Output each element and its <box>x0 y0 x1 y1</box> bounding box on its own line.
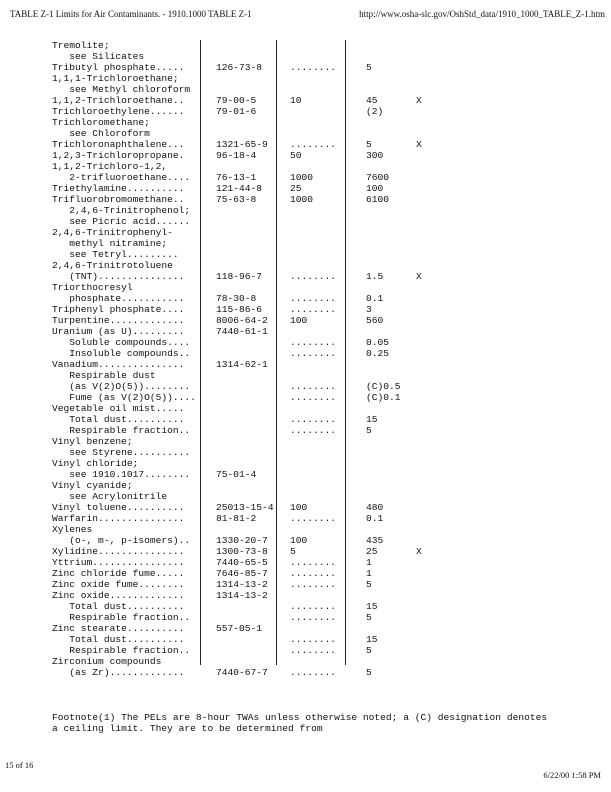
substance-cell: Zinc chloride fume..... <box>52 568 185 579</box>
mg-m3-cell: (C)0.5 <box>366 381 401 392</box>
substance-cell: Vinyl toluene.......... <box>52 502 185 513</box>
column-divider <box>345 40 346 665</box>
ppm-cell: ........ <box>290 667 337 678</box>
ppm-cell: ........ <box>290 645 337 656</box>
mg-m3-cell: 0.05 <box>366 337 390 348</box>
ppm-cell: ........ <box>290 425 337 436</box>
mg-m3-cell: 15 <box>366 601 378 612</box>
ppm-cell: ........ <box>290 348 337 359</box>
ppm-cell: ........ <box>290 601 337 612</box>
cas-number-cell: 76-13-1 <box>216 172 257 183</box>
cas-number-cell: 1314-62-1 <box>216 359 268 370</box>
substance-cell: methyl nitramine; <box>52 238 168 249</box>
cas-number-cell: 1314-13-2 <box>216 579 268 590</box>
substance-cell: Vinyl benzene; <box>52 436 133 447</box>
substance-cell: Turpentine............. <box>52 315 185 326</box>
ppm-cell: ........ <box>290 414 337 425</box>
substance-cell: Vinyl chloride; <box>52 458 139 469</box>
substance-cell: 1,1,1-Trichloroethane; <box>52 73 179 84</box>
cas-number-cell: 7440-61-1 <box>216 326 268 337</box>
ppm-cell: ........ <box>290 271 337 282</box>
print-datetime: 6/22/00 1:58 PM <box>543 770 601 780</box>
page-number: 15 of 16 <box>5 760 34 770</box>
ppm-cell: ........ <box>290 557 337 568</box>
substance-cell: 2,4,6-Trinitrophenol; <box>52 205 191 216</box>
substance-cell: phosphate........... <box>52 293 185 304</box>
substance-cell: Respirable fraction.. <box>52 425 191 436</box>
ppm-cell: 1000 <box>290 194 314 205</box>
substance-cell: see Silicates <box>52 51 145 62</box>
substance-cell: Respirable fraction.. <box>52 612 191 623</box>
ppm-cell: 1000 <box>290 172 314 183</box>
mg-m3-cell: 7600 <box>366 172 390 183</box>
substance-cell: Triethylamine.......... <box>52 183 185 194</box>
mg-m3-cell: 100 <box>366 183 384 194</box>
ppm-cell: 100 <box>290 502 308 513</box>
ppm-cell: ........ <box>290 337 337 348</box>
mg-m3-cell: 560 <box>366 315 384 326</box>
mg-m3-cell: 0.25 <box>366 348 390 359</box>
ppm-cell: ........ <box>290 513 337 524</box>
mg-m3-cell: 5 <box>366 62 372 73</box>
cas-number-cell: 115-86-6 <box>216 304 263 315</box>
substance-cell: Vegetable oil mist..... <box>52 403 185 414</box>
substance-cell: Total dust.......... <box>52 414 185 425</box>
mg-m3-cell: 300 <box>366 150 384 161</box>
mg-m3-cell: 5 <box>366 579 372 590</box>
mg-m3-cell: 1 <box>366 568 372 579</box>
mg-m3-cell: 0.1 <box>366 513 384 524</box>
substance-cell: Xylidine............... <box>52 546 185 557</box>
ppm-cell: ........ <box>290 381 337 392</box>
substance-cell: (o-, m-, p-isomers).. <box>52 535 191 546</box>
mg-m3-cell: 45 <box>366 95 378 106</box>
substance-cell: see Chloroform <box>52 128 150 139</box>
mg-m3-cell: 5 <box>366 667 372 678</box>
mg-m3-cell: (2) <box>366 106 384 117</box>
substance-cell: see 1910.1017........ <box>52 469 191 480</box>
mg-m3-cell: 5 <box>366 612 372 623</box>
mg-m3-cell: (C)0.1 <box>366 392 401 403</box>
substance-cell: Warfarin............... <box>52 513 185 524</box>
mg-m3-cell: 25 <box>366 546 378 557</box>
ppm-cell: ........ <box>290 568 337 579</box>
substance-cell: see Acrylonitrile <box>52 491 168 502</box>
substance-cell: Soluble compounds.... <box>52 337 191 348</box>
mg-m3-cell: 480 <box>366 502 384 513</box>
cas-number-cell: 1330-20-7 <box>216 535 268 546</box>
mg-m3-cell: 5 <box>366 645 372 656</box>
mg-m3-cell: 5 <box>366 425 372 436</box>
substance-cell: Vanadium............... <box>52 359 185 370</box>
ppm-cell: ........ <box>290 62 337 73</box>
substance-cell: 1,1,2-Trichloro-1,2, <box>52 161 168 172</box>
cas-number-cell: 75-01-4 <box>216 469 257 480</box>
cas-number-cell: 1321-65-9 <box>216 139 268 150</box>
column-divider <box>200 40 201 665</box>
ppm-cell: ........ <box>290 579 337 590</box>
skin-designation-cell: X <box>416 546 422 557</box>
cas-number-cell: 7440-65-5 <box>216 557 268 568</box>
cas-number-cell: 78-30-8 <box>216 293 257 304</box>
mg-m3-cell: 435 <box>366 535 384 546</box>
substance-cell: Trichloromethane; <box>52 117 150 128</box>
ppm-cell: ........ <box>290 304 337 315</box>
ppm-cell: ........ <box>290 293 337 304</box>
substance-cell: see Methyl chloroform <box>52 84 191 95</box>
column-divider <box>276 40 277 665</box>
substance-cell: Trifluorobromomethane.. <box>52 194 185 205</box>
substance-cell: 1,1,2-Trichloroethane.. <box>52 95 185 106</box>
substance-cell: see Styrene.......... <box>52 447 191 458</box>
substance-cell: see Picric acid...... <box>52 216 191 227</box>
mg-m3-cell: 0.1 <box>366 293 384 304</box>
cas-number-cell: 557-05-1 <box>216 623 263 634</box>
substance-cell: Zirconium compounds <box>52 656 162 667</box>
mg-m3-cell: 6100 <box>366 194 390 205</box>
page-header-url: http://www.osha-slc.gov/OshStd_data/1910_1000_TABLE_Z-1.htm <box>359 9 605 19</box>
skin-designation-cell: X <box>416 139 422 150</box>
cas-number-cell: 121-44-8 <box>216 183 263 194</box>
cas-number-cell: 96-18-4 <box>216 150 257 161</box>
mg-m3-cell: 15 <box>366 414 378 425</box>
cas-number-cell: 25013-15-4 <box>216 502 274 513</box>
cas-number-cell: 81-81-2 <box>216 513 257 524</box>
mg-m3-cell: 3 <box>366 304 372 315</box>
substance-cell: (TNT)............... <box>52 271 185 282</box>
substance-cell: Zinc oxide fume........ <box>52 579 185 590</box>
mg-m3-cell: 15 <box>366 634 378 645</box>
substance-cell: Total dust.......... <box>52 601 185 612</box>
substance-cell: Respirable dust <box>52 370 156 381</box>
substance-cell: Zinc oxide............. <box>52 590 185 601</box>
ppm-cell: 100 <box>290 535 308 546</box>
cas-number-cell: 79-01-6 <box>216 106 257 117</box>
substance-cell: Respirable fraction.. <box>52 645 191 656</box>
substance-cell: (as Zr)............. <box>52 667 185 678</box>
mg-m3-cell: 1.5 <box>366 271 384 282</box>
skin-designation-cell: X <box>416 271 422 282</box>
substance-cell: Trichloronaphthalene... <box>52 139 185 150</box>
substance-cell: Zinc stearate.......... <box>52 623 185 634</box>
substance-cell: Vinyl cyanide; <box>52 480 133 491</box>
substance-cell: Total dust.......... <box>52 634 185 645</box>
cas-number-cell: 118-96-7 <box>216 271 263 282</box>
substance-cell: Insoluble compounds.. <box>52 348 191 359</box>
substance-cell: (as V(2)O(5))........ <box>52 381 191 392</box>
substance-cell: 2,4,6-Trinitrotoluene <box>52 260 173 271</box>
ppm-cell: 25 <box>290 183 302 194</box>
ppm-cell: 50 <box>290 150 302 161</box>
cas-number-cell: 1300-73-8 <box>216 546 268 557</box>
ppm-cell: 100 <box>290 315 308 326</box>
substance-cell: Xylenes <box>52 524 93 535</box>
cas-number-cell: 1314-13-2 <box>216 590 268 601</box>
substance-cell: Uranium (as U)......... <box>52 326 185 337</box>
ppm-cell: ........ <box>290 139 337 150</box>
ppm-cell: 5 <box>290 546 296 557</box>
cas-number-cell: 7440-67-7 <box>216 667 268 678</box>
ppm-cell: 10 <box>290 95 302 106</box>
substance-cell: Fume (as V(2)O(5)).... <box>52 392 196 403</box>
substance-cell: Triorthocresyl <box>52 282 133 293</box>
cas-number-cell: 126-73-8 <box>216 62 263 73</box>
ppm-cell: ........ <box>290 612 337 623</box>
substance-cell: Tremolite; <box>52 40 110 51</box>
substance-cell: Tributyl phosphate..... <box>52 62 185 73</box>
cas-number-cell: 75-63-8 <box>216 194 257 205</box>
substance-cell: Triphenyl phosphate.... <box>52 304 185 315</box>
substance-cell: Yttrium................ <box>52 557 185 568</box>
mg-m3-cell: 5 <box>366 139 372 150</box>
skin-designation-cell: X <box>416 95 422 106</box>
mg-m3-cell: 1 <box>366 557 372 568</box>
cas-number-cell: 7646-85-7 <box>216 568 268 579</box>
substance-cell: Trichloroethylene...... <box>52 106 185 117</box>
ppm-cell: ........ <box>290 634 337 645</box>
ppm-cell: ........ <box>290 392 337 403</box>
substance-cell: 2-trifluoroethane.... <box>52 172 191 183</box>
substance-cell: 1,2,3-Trichloropropane. <box>52 150 185 161</box>
page-header-title: TABLE Z-1 Limits for Air Contaminants. - 1910.1000 TABLE Z-1 <box>10 9 252 19</box>
substance-cell: 2,4,6-Trinitrophenyl- <box>52 227 173 238</box>
footnote: Footnote(1) The PELs are 8-hour TWAs unless otherwise noted; a (C) designation denotes a ceiling limit. They are to be determined from <box>52 712 548 734</box>
substance-cell: see Tetryl......... <box>52 249 179 260</box>
cas-number-cell: 79-00-5 <box>216 95 257 106</box>
cas-number-cell: 8006-64-2 <box>216 315 268 326</box>
